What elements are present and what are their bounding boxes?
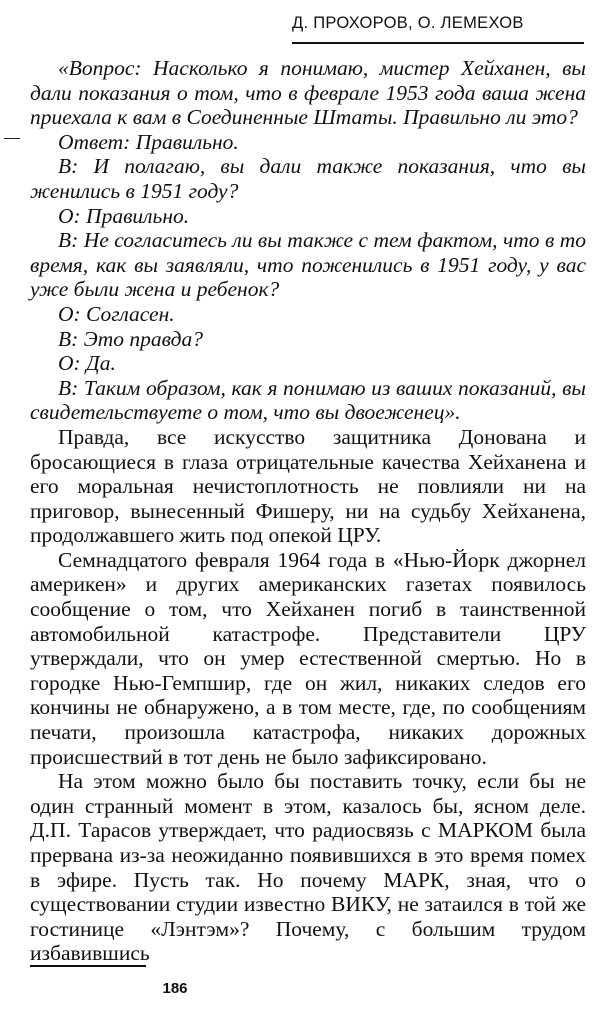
- testimony-line: В: Это правда?: [58, 326, 203, 351]
- page-body: [30, 56, 586, 966]
- footer-rule: [30, 965, 146, 967]
- testimony-transcript: [30, 56, 586, 425]
- running-header: Д. ПРОХОРОВ, О. ЛЕМЕХОВ: [292, 14, 524, 32]
- testimony-line: О: Правильно.: [58, 203, 190, 228]
- testimony-line: О: Согласен.: [58, 301, 175, 326]
- body-text: [30, 425, 586, 966]
- testimony-line: «Вопрос: Насколько я понимаю, мистер Хейханен, вы дали показания о том, что в феврале 1953 года ваша жена приехала к вам в Соединенные Штаты. Правильно ли это?: [30, 56, 586, 130]
- testimony-line: В: Не согласитесь ли вы также с тем фактом, что в то время, как вы заявляли, что поженились в 1951 году, у вас уже были жена и ребенок?: [30, 228, 586, 302]
- page-number: 186: [162, 980, 188, 997]
- testimony-line: Ответ: Правильно.: [58, 129, 239, 154]
- testimony-line: В: И полагаю, вы дали также показания, что вы женились в 1951 году?: [30, 154, 586, 203]
- paragraph: Семнадцатого февраля 1964 года в «Нью-Йорк джорнел америкен» и других американских газетах появилось сообщение о том, что Хейханен погиб в таинственной автомобильной катастрофе. Представители ЦРУ утверждали, что он умер естественной смертью. Но в городке Нью-Гемпшир, где он жил, никаких следов его кончины не обнаружено, а в том месте, где, по сообщениям печати, произошла катастрофа, никаких дорожных происшествий в тот день не было зафиксировано.: [30, 547, 586, 769]
- testimony-line: О: Да.: [58, 351, 116, 376]
- margin-mark: [4, 138, 20, 139]
- paragraph: Правда, все искусство защитника Донована и бросающиеся в глаза отрицательные качества Хейханена и его моральная нечистоплотность не повлияли ни на приговор, вынесенный Фишеру, ни на судьбу Хейханена, продолжавшего жить под опекой ЦРУ.: [30, 424, 586, 548]
- header-rule: [292, 42, 584, 44]
- paragraph: На этом можно было бы поставить точку, если бы не один странный момент в этом, казалось бы, ясном деле. Д.П. Тарасов утверждает, что радиосвязь с МАРКОМ была прервана из-за неожиданно появившихся в это время помех в эфире. Пусть так. Но почему МАРК, зная, что о существовании студии известно ВИКУ, не затаился в той же гостинице «Лэнтэм»? Почему, с большим трудом избавившись: [30, 769, 586, 966]
- testimony-line: В: Таким образом, как я понимаю из ваших показаний, вы свидетельствуете о том, что вы двоеженец».: [30, 375, 586, 425]
